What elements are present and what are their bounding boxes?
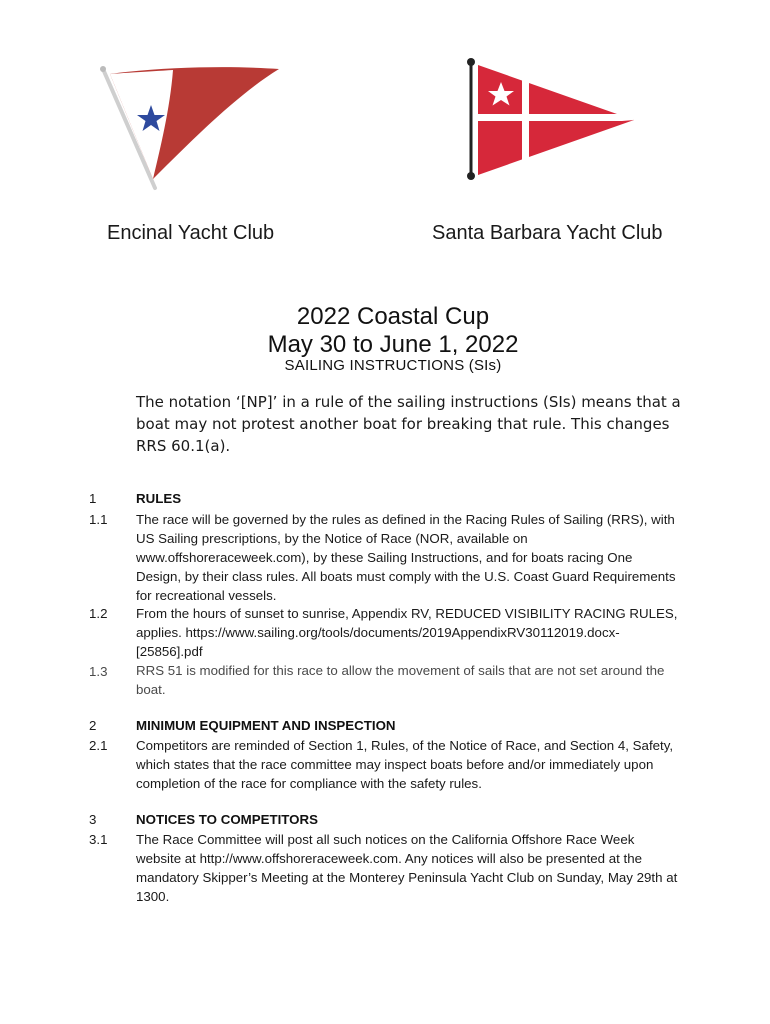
section-heading: MINIMUM EQUIPMENT AND INSPECTION [136,718,396,733]
item-text: The Race Committee will post all such notices on the California Offshore Race Week website at http://www.offshoreraceweek.com. Any notices will also be presented at the mandatory Skipper’s Meeting at the Monterey Peninsula Yacht Club on Sunday, May 29th at 1300. [136,832,678,905]
item-text: The race will be governed by the rules as defined in the Racing Rules of Sailing (RRS), with US Sailing prescriptions, by the Notice of Race (NOR, available on www.offshoreraceweek.com), by these Sailing Instructions, and for boats racing One Design, by their class rules. All boats must comply with the U.S. Coast Guard Requirements for recreational vessels. [136,512,676,604]
document-title: 2022 Coastal Cup [296,303,490,330]
encinal-yacht-club-burgee [98,64,283,192]
document-subtitle: SAILING INSTRUCTIONS (SIs) [284,357,502,374]
item-text: RRS 51 is modified for this race to allow the movement of sails that are not set around the boat. [136,663,665,698]
item-text: From the hours of sunset to sunrise, Appendix RV, REDUCED VISIBILITY RACING RULES, applies. https://www.sailing.org/tools/documents/2019AppendixRV30112019.docx-[25856].pdf [136,606,678,660]
section-heading: RULES [136,491,182,506]
event-dates: May 30 to June 1, 2022 [267,331,519,358]
encinal-yacht-club-label: Encinal Yacht Club [107,222,275,244]
section-heading: NOTICES TO COMPETITORS [136,812,318,827]
section-number: 2 [89,718,97,733]
item-text: Competitors are reminded of Section 1, Rules, of the Notice of Race, and Section 4, Safety, which states that the race committee may inspect boats before and/or immediately upon completion of the race for compliance with the safety rules. [136,738,674,792]
np-notation-paragraph: The notation ‘[NP]’ in a rule of the sailing instructions (SIs) means that a boat may not protest another boat for breaking that rule. This changes RRS 60.1(a). [136,393,681,455]
item-number: 3.1 [89,832,108,847]
santa-barbara-yacht-club-burgee [464,57,639,181]
section-number: 3 [89,812,97,827]
item-number: 1.1 [89,512,108,527]
item-number: 1.3 [89,664,108,679]
item-number: 2.1 [89,738,108,753]
santa-barbara-yacht-club-label: Santa Barbara Yacht Club [432,222,663,244]
item-number: 1.2 [89,606,108,621]
section-number: 1 [89,491,97,506]
